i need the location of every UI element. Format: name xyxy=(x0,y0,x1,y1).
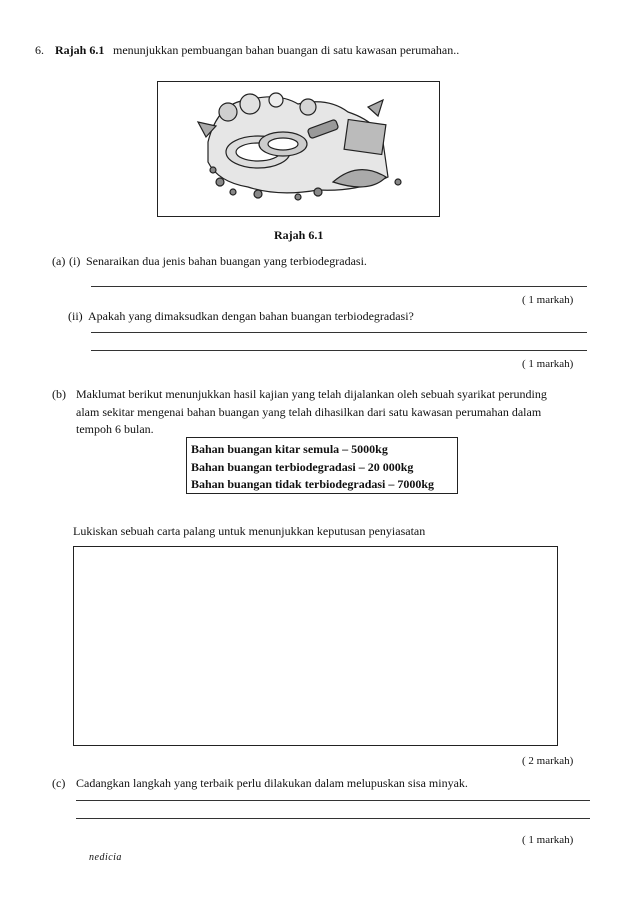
part-a-label: (a) xyxy=(52,254,66,268)
part-a-i-label: (i) xyxy=(69,254,81,268)
question-intro: menunjukkan pembuangan bahan buangan di satu kawasan perumahan.. xyxy=(113,43,460,57)
part-b-label: (b) xyxy=(52,387,66,401)
part-a-ii-marks: ( 1 markah) xyxy=(522,358,574,370)
part-b-marks: ( 2 markah) xyxy=(522,755,574,767)
part-b-instruction: Lukiskan sebuah carta palang untuk menunjukkan keputusan penyiasatan xyxy=(73,524,426,538)
answer-line-a-i[interactable] xyxy=(91,286,587,287)
answer-line-a-ii-2[interactable] xyxy=(91,350,587,351)
part-c-label: (c) xyxy=(52,776,66,790)
part-a-ii-label: (ii) xyxy=(68,309,83,323)
part-a-ii-question: Apakah yang dimaksudkan dengan bahan buangan terbiodegradasi? xyxy=(88,309,414,323)
info-non-biodegradable: Bahan buangan tidak terbiodegradasi – 7000kg xyxy=(191,477,435,491)
figure-reference: Rajah 6.1 xyxy=(55,43,105,57)
part-c-marks: ( 1 markah) xyxy=(522,834,574,846)
part-c-question: Cadangkan langkah yang terbaik perlu dilakukan dalam melupuskan sisa minyak. xyxy=(76,776,468,790)
info-biodegradable: Bahan buangan terbiodegradasi – 20 000kg xyxy=(191,460,414,474)
part-a-i-marks: ( 1 markah) xyxy=(522,294,574,306)
part-b-text-1: Maklumat berikut menunjukkan hasil kajian yang telah dijalankan oleh sebuah syarikat perunding xyxy=(76,387,547,401)
waste-pile-illustration xyxy=(158,82,439,216)
bar-chart-drawing-area[interactable] xyxy=(73,546,558,746)
part-a-i-question: Senaraikan dua jenis bahan buangan yang terbiodegradasi. xyxy=(86,254,367,268)
figure-caption: Rajah 6.1 xyxy=(274,228,324,242)
figure-frame xyxy=(157,81,440,217)
author-signature: nedicia xyxy=(89,852,122,863)
part-b-text-2: alam sekitar mengenai bahan buangan yang telah dihasilkan dari satu kawasan perumahan dalam xyxy=(76,405,542,419)
answer-line-c-2[interactable] xyxy=(76,818,590,819)
question-number: 6. xyxy=(35,43,44,57)
part-b-text-3: tempoh 6 bulan. xyxy=(76,422,154,436)
answer-line-c-1[interactable] xyxy=(76,800,590,801)
answer-line-a-ii-1[interactable] xyxy=(91,332,587,333)
info-recyclable: Bahan buangan kitar semula – 5000kg xyxy=(191,442,388,456)
